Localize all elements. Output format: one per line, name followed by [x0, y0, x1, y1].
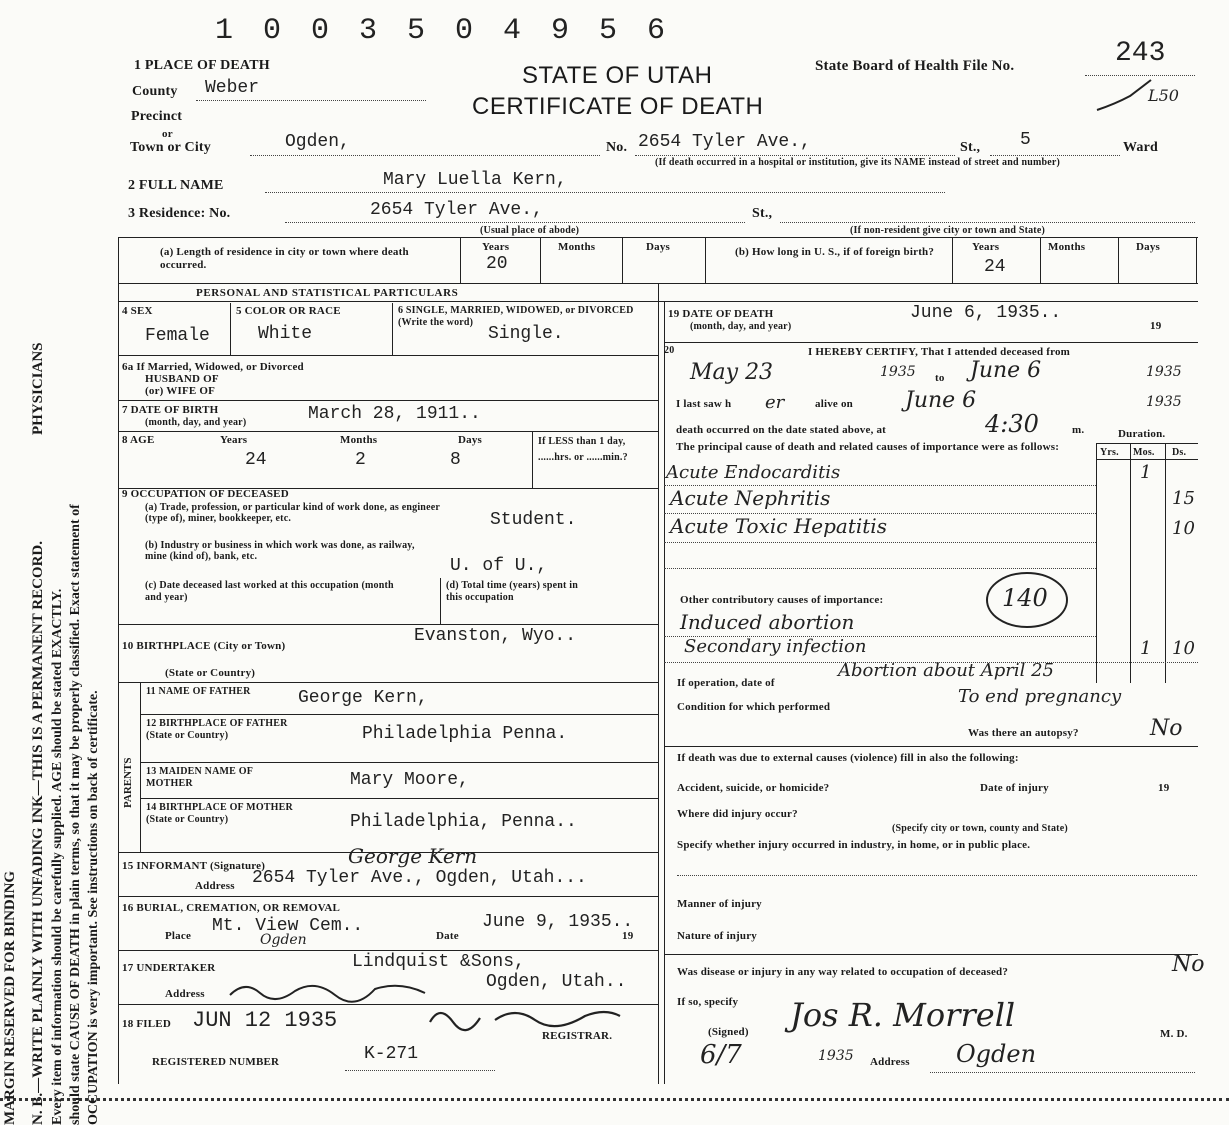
- occupation-d-label: (d) Total time (years) spent in this occupation: [446, 580, 579, 603]
- ds-header: Ds.: [1172, 447, 1187, 458]
- burial-place: Mt. View Cem..: [212, 916, 364, 936]
- street-address: 2654 Tyler Ave.,: [638, 132, 811, 152]
- sex-label: 4 SEX: [122, 305, 153, 317]
- burial-place-hand: Ogden: [260, 932, 307, 948]
- cause-2: Acute Nephritis: [670, 486, 831, 510]
- burial-place-label: Place: [165, 930, 192, 942]
- instruction-line-1: N. B.—WRITE PLAINLY WITH UNFADING INK—THIS IS A PERMANENT RECORD.: [30, 541, 46, 1125]
- to-label: to: [935, 372, 945, 384]
- st-label: St.,: [960, 140, 981, 155]
- physician-signature: Jos R. Morrell: [790, 996, 1016, 1034]
- m-label: m.: [1072, 424, 1085, 436]
- us-residence-label: (b) How long in U. S., if of foreign birth?: [735, 246, 935, 258]
- certify-label: I HEREBY CERTIFY, That I attended deceased from: [808, 346, 1071, 358]
- marital-value: Single.: [488, 324, 564, 344]
- instruction-line-3: should state CAUSE OF DEATH in plain terms, so that it may be properly classified. Exact statement of: [68, 504, 83, 1125]
- injury-19: 19: [1158, 782, 1170, 794]
- signed-label: (Signed): [708, 1026, 749, 1038]
- informant-signature: George Kern: [348, 844, 478, 868]
- spouse-label-b: HUSBAND OF: [145, 373, 219, 385]
- sign-date: 6/7: [700, 1040, 742, 1070]
- age-label: 8 AGE: [122, 434, 155, 446]
- occupation-a-label: (a) Trade, profession, or particular kind of work done, as engineer (type of), miner, bookkeeper, etc.: [145, 502, 440, 524]
- title-certificate: CERTIFICATE OF DEATH: [472, 93, 764, 120]
- dod-19: 19: [1150, 320, 1162, 332]
- mother-value: Mary Moore,: [350, 770, 469, 790]
- marital-label: 6 SINGLE, MARRIED, WIDOWED, or DIVORCED (Write the word): [398, 305, 634, 328]
- dob-sub: (month, day, and year): [145, 417, 247, 428]
- filed-label: 18 FILED: [122, 1018, 171, 1030]
- dod-value: June 6, 1935..: [910, 303, 1062, 323]
- specify-place-note: (Specify city or town, county and State): [892, 823, 1068, 834]
- registrar-label: REGISTRAR.: [542, 1030, 613, 1042]
- autopsy-value: No: [1150, 716, 1183, 741]
- spouse-label-a: 6a If Married, Widowed, or Divorced: [122, 361, 304, 373]
- burial-date: June 9, 1935..: [482, 912, 634, 932]
- if-so-label: If so, specify: [677, 996, 739, 1008]
- file-handwritten: L50: [1148, 86, 1179, 105]
- margin-reserved-text: MARGIN RESERVED FOR BINDING: [2, 870, 18, 1125]
- reg-number: K-271: [364, 1044, 419, 1064]
- personal-heading: PERSONAL AND STATISTICAL PARTICULARS: [196, 287, 459, 299]
- mother-bp-label: 14 BIRTHPLACE OF MOTHER (State or Country): [146, 802, 293, 825]
- place-of-death-label: 1 PLACE OF DEATH: [134, 58, 270, 73]
- attended-from: May 23: [690, 360, 774, 385]
- informant-address-label: Address: [195, 880, 235, 892]
- alive-date: June 6: [905, 388, 977, 413]
- instruction-physicians: PHYSICIANS: [30, 342, 46, 435]
- file-label: State Board of Health File No.: [815, 58, 1015, 74]
- other-cause-2-mos: 1: [1140, 638, 1152, 659]
- instruction-line-2: Every item of information should be carefully supplied. AGE should be stated EXACTLY.: [50, 588, 65, 1125]
- age-days-header: Days: [458, 434, 483, 446]
- cause-3-ds: 10: [1172, 518, 1195, 539]
- reg-number-label: REGISTERED NUMBER: [152, 1056, 280, 1068]
- registrar-signature: [425, 1000, 625, 1034]
- instruction-line-4: OCCUPATION is very important. See instructions on back of certificate.: [86, 690, 101, 1125]
- last-saw-hand: er: [765, 392, 785, 413]
- ward-label: Ward: [1123, 140, 1159, 155]
- certify-number: 20: [664, 345, 675, 356]
- hospital-note: (If death occurred in a hospital or institution, give its NAME instead of street and number): [655, 157, 1061, 168]
- md-label: M. D.: [1160, 1028, 1188, 1040]
- last-saw-label: I last saw h: [676, 398, 732, 410]
- father-label: 11 NAME OF FATHER: [146, 686, 251, 697]
- birthplace-label: 10 BIRTHPLACE (City or Town): [122, 640, 286, 652]
- town-label: Town or City: [130, 140, 211, 155]
- age-years-value: 24: [245, 450, 267, 470]
- burial-19: 19: [622, 930, 634, 942]
- undertaker-label: 17 UNDERTAKER: [122, 962, 216, 974]
- state-country-label: (State or Country): [165, 667, 256, 679]
- cause-1: Acute Endocarditis: [666, 462, 841, 483]
- death-time: 4:30: [985, 410, 1039, 438]
- parents-label: PARENTS: [122, 757, 134, 808]
- duration-label: Duration.: [1118, 428, 1166, 440]
- occupation-value: Student.: [490, 510, 577, 530]
- cause-3: Acute Toxic Hepatitis: [670, 514, 887, 538]
- or-label: or: [162, 128, 173, 140]
- age-months-value: 2: [355, 450, 366, 470]
- age-days-value: 8: [450, 450, 461, 470]
- undertaker-signature: [225, 975, 445, 1007]
- residence-label: 3 Residence: No.: [128, 206, 231, 221]
- county-label: County: [132, 84, 178, 99]
- alive-19: 1935: [1146, 394, 1182, 410]
- county-value: Weber: [205, 78, 260, 98]
- undertaker-address-label: Address: [165, 988, 205, 1000]
- birthplace-value: Evanston, Wyo..: [414, 626, 577, 646]
- file-number: 243: [1115, 38, 1166, 69]
- cause-1-mos: 1: [1140, 462, 1152, 483]
- injury-date-label: Date of injury: [980, 782, 1049, 794]
- sign-19: 1935: [818, 1048, 854, 1064]
- other-cause-1: Induced abortion: [680, 610, 855, 634]
- us-years-header: Years: [972, 241, 1000, 253]
- informant-label: 15 INFORMANT (Signature): [122, 860, 266, 872]
- mother-label: 13 MAIDEN NAME OF MOTHER: [146, 766, 253, 789]
- precinct-label: Precinct: [131, 109, 183, 124]
- dod-label: 19 DATE OF DEATH: [668, 308, 774, 320]
- attended-19b: 1935: [1146, 364, 1182, 380]
- undertaker-value: Lindquist &Sons,: [352, 952, 525, 972]
- instructions-sidebar: [0, 40, 110, 1125]
- autopsy-label: Was there an autopsy?: [968, 727, 1079, 739]
- sex-value: Female: [145, 326, 210, 346]
- industry-value: U. of U.,: [450, 556, 548, 576]
- occupation-label: 9 OCCUPATION OF DECEASED: [122, 488, 289, 500]
- age-years-header: Years: [220, 434, 248, 446]
- dob-label: 7 DATE OF BIRTH: [122, 404, 219, 416]
- no-label: No.: [606, 140, 628, 155]
- mos-header: Mos.: [1133, 447, 1155, 458]
- occ-related-value: No: [1172, 952, 1205, 977]
- occupation-c-label: (c) Date deceased last worked at this occupation (month and year): [145, 580, 394, 603]
- serial-number: 1 0 0 3 5 0 4 9 5 6: [215, 14, 672, 48]
- alive-on-label: alive on: [815, 398, 853, 410]
- operation-label: If operation, date of: [677, 677, 775, 689]
- age-months-header: Months: [340, 434, 378, 446]
- external-label: If death was due to external causes (violence) fill in also the following:: [677, 752, 1019, 764]
- dod-sub: (month, day, and year): [690, 321, 792, 332]
- color-value: White: [258, 324, 313, 344]
- cause-label: The principal cause of death and related causes of importance were as follows:: [676, 441, 1060, 453]
- ward-value: 5: [1020, 130, 1031, 150]
- burial-date-label: Date: [436, 930, 459, 942]
- nonresident-note: (If non-resident give city or town and State): [850, 225, 1046, 236]
- condition-label: Condition for which performed: [677, 701, 831, 713]
- occupation-b-label: (b) Industry or business in which work was done, as railway, mine (kind of), bank, etc.: [145, 540, 415, 562]
- manner-label: Manner of injury: [677, 898, 762, 910]
- father-bp-value: Philadelphia Penna.: [362, 724, 568, 744]
- perforation-edge: [0, 1098, 1229, 1101]
- us-days-header: Days: [1136, 241, 1161, 253]
- full-name-label: 2 FULL NAME: [128, 178, 224, 193]
- usual-abode-note: (Usual place of abode): [480, 225, 580, 236]
- condition-value: To end pregnancy: [958, 686, 1122, 707]
- where-injury-label: Where did injury occur?: [677, 808, 798, 820]
- length-residence-label: (a) Length of residence in city or town where death occurred.: [160, 246, 409, 271]
- full-name-value: Mary Luella Kern,: [383, 170, 567, 190]
- spouse-label-c: (or) WIFE OF: [145, 385, 216, 397]
- attended-19a: 1935: [880, 364, 916, 380]
- other-cause-2-ds: 10: [1172, 638, 1195, 659]
- operation-value: Abortion about April 25: [838, 660, 1055, 681]
- title-state: STATE OF UTAH: [522, 62, 713, 89]
- cause-2-ds: 15: [1172, 488, 1195, 509]
- res-years-value: 20: [486, 254, 508, 274]
- res-days-header: Days: [646, 241, 671, 253]
- age-less-label: If LESS than 1 day, ......hrs. or ......min.?: [538, 436, 628, 463]
- nature-label: Nature of injury: [677, 930, 757, 942]
- father-bp-label: 12 BIRTHPLACE OF FATHER (State or Country): [146, 718, 288, 741]
- us-years-value: 24: [984, 257, 1006, 277]
- color-label: 5 COLOR OR RACE: [236, 305, 341, 317]
- yrs-header: Yrs.: [1100, 447, 1119, 458]
- informant-address: 2654 Tyler Ave., Ogden, Utah...: [252, 868, 587, 888]
- file-check-mark: [1095, 78, 1155, 118]
- physician-address: Ogden: [956, 1040, 1037, 1068]
- dob-value: March 28, 1911..: [308, 404, 481, 424]
- accident-label: Accident, suicide, or homicide?: [677, 782, 830, 794]
- residence-value: 2654 Tyler Ave.,: [370, 200, 543, 220]
- death-occurred-label: death occurred on the date stated above, at: [676, 424, 887, 436]
- mother-bp-value: Philadelphia, Penna..: [350, 812, 577, 832]
- res-years-header: Years: [482, 241, 510, 253]
- specify-industry-label: Specify whether injury occurred in industry, in home, or in public place.: [677, 839, 1031, 851]
- father-value: George Kern,: [298, 688, 428, 708]
- filed-date: JUN 12 1935: [192, 1008, 338, 1033]
- occ-related-label: Was disease or injury in any way related to occupation of deceased?: [677, 966, 1009, 978]
- residence-st-label: St.,: [752, 206, 773, 221]
- physician-address-label: Address: [870, 1056, 910, 1068]
- other-cause-2: Secondary infection: [684, 636, 867, 657]
- circled-code-value: 140: [1002, 584, 1048, 612]
- burial-label: 16 BURIAL, CREMATION, OR REMOVAL: [122, 902, 341, 914]
- attended-to: June 6: [970, 358, 1042, 383]
- undertaker-address: Ogden, Utah..: [486, 972, 627, 992]
- town-value: Ogden,: [285, 132, 350, 152]
- us-months-header: Months: [1048, 241, 1086, 253]
- other-causes-label: Other contributory causes of importance:: [680, 594, 884, 606]
- res-months-header: Months: [558, 241, 596, 253]
